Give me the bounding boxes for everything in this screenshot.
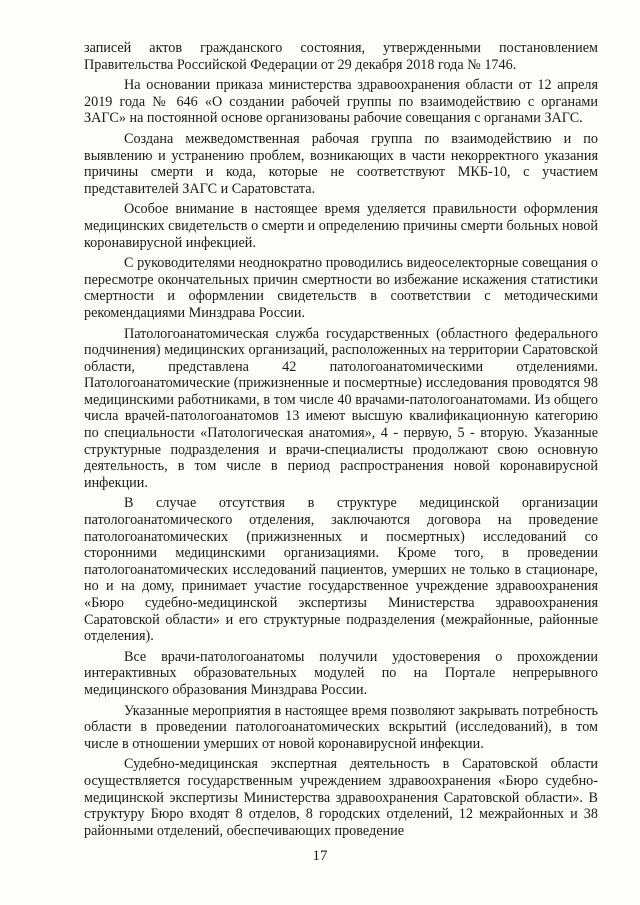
paragraph: В случае отсутствия в структуре медицинской организации патологоанатомического отделения, заключаются договора на проведение патологоанатомических (прижизненных и посмертных) исследований со сторонними медицинскими организациями. Кроме того, в проведении патологоанатомических исследований пациентов, умерших не только в стационаре, но и на дому, принимает участие государственное учреждение здравоохранения «Бюро судебно-медицинской экспертизы Министерства здравоохранения Саратовской области» и его структурные подразделения (межрайонные, районные отделения). bbox=[84, 495, 598, 645]
page-number: 17 bbox=[312, 848, 328, 864]
paragraph: Указанные мероприятия в настоящее время позволяют закрывать потребность области в проведении патологоанатомических вскрытий (исследований), в том числе в отношении умерших от новой коронавирусной инфекции. bbox=[84, 702, 598, 752]
paragraph-continuation: записей актов гражданского состояния, утвержденными постановлением Правительства Российской Федерации от 29 декабря 2018 года № 1746. bbox=[84, 40, 598, 73]
paragraph: Создана межведомственная рабочая группа по взаимодействию и по выявлению и устранению проблем, возникающих в части некорректного указания причины смерти и кода, которые не соответствуют МКБ-10, с участием представителей ЗАГС и Саратовстата. bbox=[84, 130, 598, 197]
paragraph: На основании приказа министерства здравоохранения области от 12 апреля 2019 года № 646 «О создании рабочей группы по взаимодействию с органами ЗАГС» на постоянной основе организованы рабочие совещания с органами ЗАГС. bbox=[84, 77, 598, 127]
paragraph: Особое внимание в настоящее время уделяется правильности оформления медицинских свидетельств о смерти и определению причины смерти больных новой коронавирусной инфекцией. bbox=[84, 201, 598, 251]
paragraph: Все врачи-патологоанатомы получили удостоверения о прохождении интерактивных образовательных модулей по на Портале непрерывного медицинского образования Минздрава России. bbox=[84, 648, 598, 698]
paragraph: С руководителями неоднократно проводились видеоселекторные совещания о пересмотре окончательных причин смертности во избежание искажения статистики смертности и оформлении свидетельств в соответствии с методическими рекомендациями Минздрава России. bbox=[84, 255, 598, 321]
document-body bbox=[84, 40, 598, 843]
paragraph: Патологоанатомическая служба государственных (областного федерального подчинения) медицинских организаций, расположенных на территории Саратовской области, представлена 42 патологоанатомическими отделениями. Патологоанатомические (прижизненные и посмертные) исследования проводятся 98 медицинскими работниками, в том числе 40 врачами-патологоанатомами. Из общего числа врачей-патологоанатомов 13 имеют высшую квалификационную категорию по специальности «Патологическая анатомия», 4 - первую, 5 - вторую. Указанные структурные подразделения и врачи-специалисты продолжают свою основную деятельность, в том числе в период распространения новой коронавирусной инфекции. bbox=[84, 325, 598, 491]
paragraph: Судебно-медицинская экспертная деятельность в Саратовской области осуществляется государственным учреждением здравоохранения «Бюро судебно-медицинской экспертизы Министерства здравоохранения Саратовской области». В структуру Бюро входят 8 отделов, 8 городских отделений, 12 межрайонных и 38 районными отделений, обеспечивающих проведение bbox=[84, 756, 598, 839]
